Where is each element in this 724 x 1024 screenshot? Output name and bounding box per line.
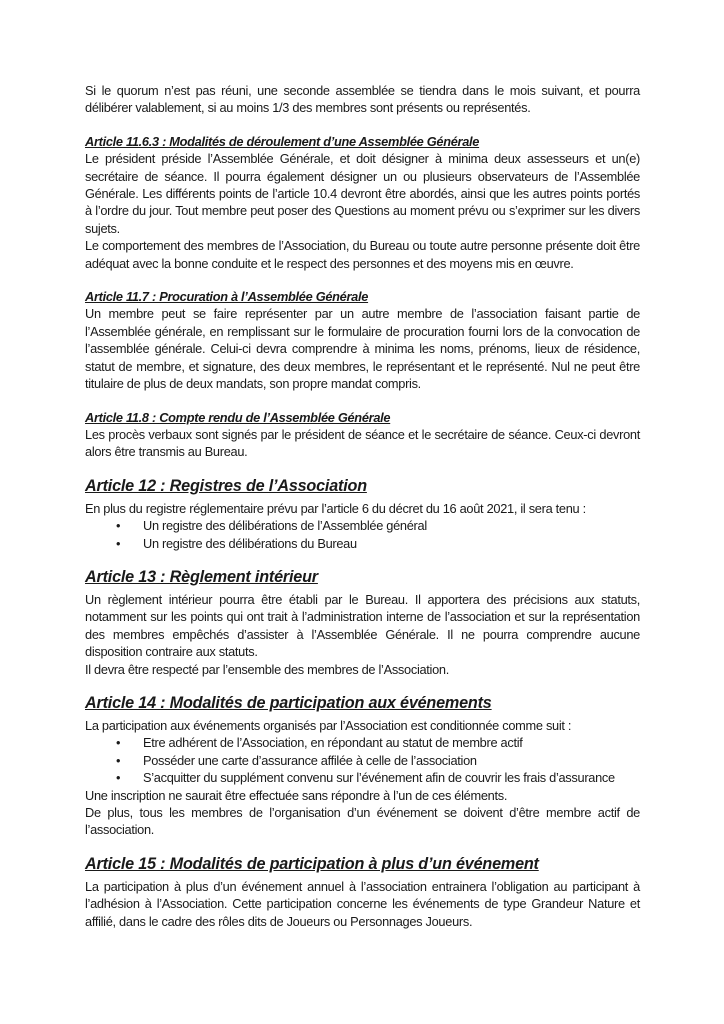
intro-paragraph: Si le quorum n’est pas réuni, une seconde assemblée se tiendra dans le mois suivant, et pourra délibérer valablement, si au moins 1/3 des membres sont présents ou représentés. (85, 83, 640, 116)
article-11-6-3-title: Article 11.6.3 : Modalités de déroulement d’une Assemblée Générale (85, 133, 480, 149)
article-13-paragraph-1: Un règlement intérieur pourra être établi par le Bureau. Il apportera des précisions aux statuts, notamment sur les points qui ont trait à l’administration interne de l’association et sur la représentation des membres empêchés d’assister à l’Assemblée Générale. Il ne pourra comprendre aucune disposition contraire aux statuts. (85, 591, 640, 660)
article-15-title: Article 15 : Modalités de participation à plus d’un événement (85, 854, 539, 873)
article-15-paragraph-1: La participation à plus d’un événement annuel à l’association entrainera l’obligation au participant à l’adhésion à l’Association. Cette participation concerne les événements de type Grandeur Nature et affilié, dans le cadre des rôles dits de Joueurs ou Personnages Joueurs. (85, 878, 640, 929)
article-12-bullet-list (85, 517, 640, 552)
article-14-paragraph-2: Une inscription ne saurait être effectuée sans répondre à l’un de ces éléments. (85, 787, 508, 803)
article-12-paragraph-1: En plus du registre réglementaire prévu par l’article 6 du décret du 16 août 2021, il sera tenu : (85, 500, 586, 516)
list-item: • S’acquitter du supplément convenu sur l’événement afin de couvrir les frais d’assurance (85, 769, 640, 786)
article-14-paragraph-1: La participation aux événements organisés par l’Association est conditionnée comme suit : (85, 717, 572, 733)
article-11-6-3-paragraph-1: Le président préside l’Assemblée Générale, et doit désigner à minima deux assesseurs et un(e) secrétaire de séance. Il pourra également désigner un ou plusieurs observateurs de l’Assemblée Générale. Les différents points de l’article 10.4 devront être abordés, ainsi que les autres points portés à l’ordre du jour. Tout membre peut poser des Questions au moment prévu ou s’exprimer sur les divers sujets. (85, 151, 640, 236)
article-11-7-paragraph-1: Un membre peut se faire représenter par un autre membre de l’association faisant partie de l’Assemblée générale, en remplissant sur le formulaire de procuration fourni lors de la convocation de l’assemblée générale. Celui-ci devra comprendre à minima les noms, prénoms, lieux de résidence, statut de membre, et signature, des deux membres, le représentant et le représenté. Nul ne peut être titulaire de plus de deux mandats, son propre mandat compris. (85, 306, 640, 392)
article-12-title: Article 12 : Registres de l’Association (85, 476, 367, 495)
list-item: • Un registre des délibérations de l’Assemblée général (85, 517, 640, 534)
article-11-6-3-paragraph-2: Le comportement des membres de l’Association, du Bureau ou toute autre personne présente doit être adéquat avec la bonne conduite et le respect des personnes et des moyens mis en œuvre. (85, 238, 640, 271)
article-14-title: Article 14 : Modalités de participation aux événements (85, 693, 492, 712)
article-14-paragraph-3: De plus, tous les membres de l’organisation d’un événement se doivent d’être membre actif de l’association. (85, 805, 640, 838)
article-11-7-title: Article 11.7 : Procuration à l’Assemblée Générale (85, 289, 369, 305)
article-13-paragraph-2: Il devra être respecté par l’ensemble des membres de l’Association. (85, 661, 449, 677)
article-13-title: Article 13 : Règlement intérieur (85, 567, 318, 586)
article-14-bullet-list (85, 734, 640, 786)
article-11-8-title: Article 11.8 : Compte rendu de l’Assemblée Générale (85, 409, 391, 425)
list-item: • Etre adhérent de l’Association, en répondant au statut de membre actif (85, 734, 640, 751)
list-item: • Un registre des délibérations du Bureau (85, 535, 640, 552)
list-item: • Posséder une carte d’assurance affilée à celle de l’association (85, 752, 640, 769)
article-11-8-paragraph-1: Les procès verbaux sont signés par le président de séance et le secrétaire de séance. Ceux-ci devront alors être transmis au Bureau. (85, 426, 640, 460)
